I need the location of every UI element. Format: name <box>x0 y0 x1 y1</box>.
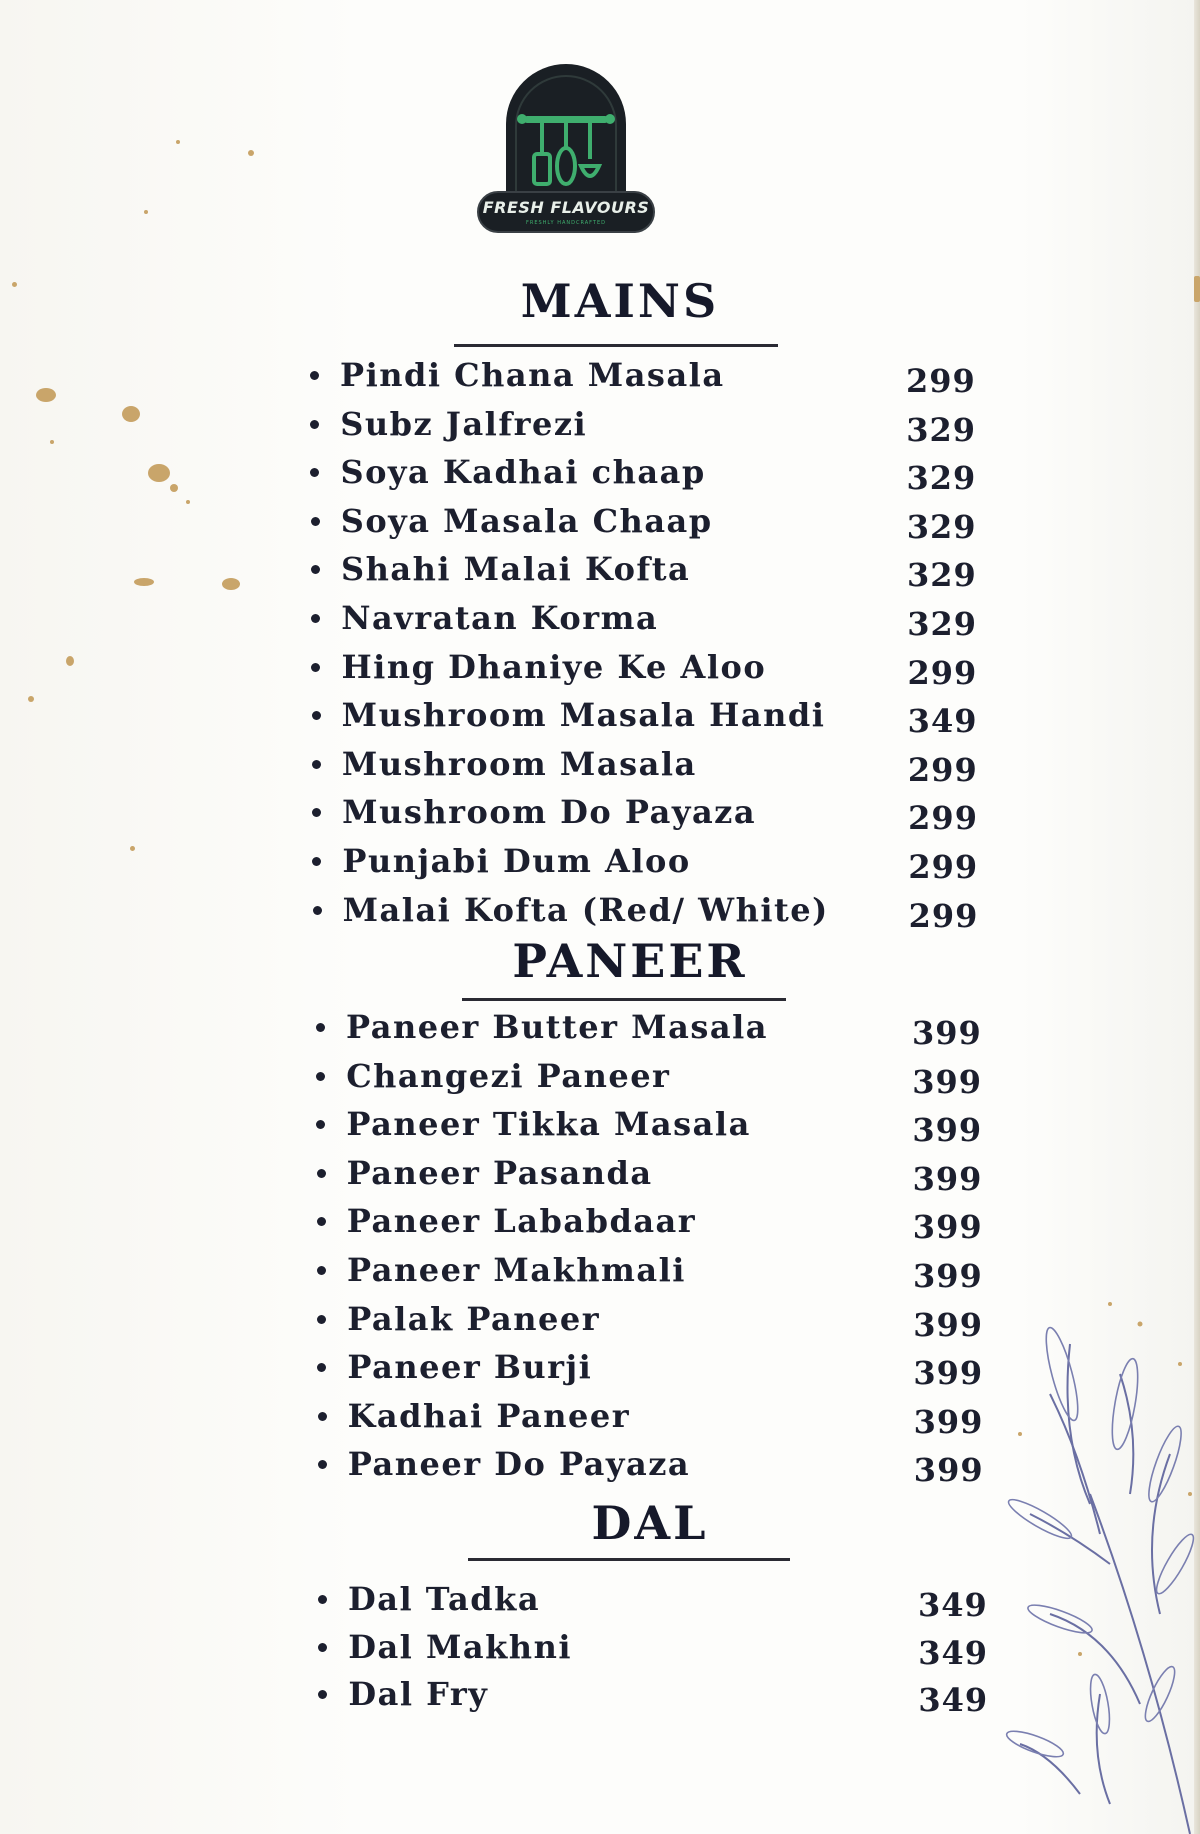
menu-item <box>0 644 1200 690</box>
bullet-icon <box>313 906 322 915</box>
menu-item-price: 349 <box>907 702 978 741</box>
bullet-icon <box>316 1072 325 1081</box>
bullet-icon <box>316 1120 325 1129</box>
bullet-icon <box>310 371 319 380</box>
menu-item-price: 349 <box>918 1681 989 1719</box>
logo-text: FRESH FLAVOURS <box>482 198 650 217</box>
menu-item-price: 399 <box>912 1208 983 1247</box>
section-title-mains: MAINS <box>520 274 720 328</box>
menu-item-price: 299 <box>906 362 976 400</box>
bullet-icon <box>318 1595 327 1604</box>
menu-item-name: Paneer Do Payaza <box>347 1445 691 1484</box>
menu-item-price: 349 <box>918 1633 988 1672</box>
bullet-icon <box>318 1460 327 1469</box>
menu-item <box>0 1004 1200 1050</box>
menu-item-name: Soya Masala Chaap <box>340 501 713 540</box>
bullet-icon <box>312 711 321 720</box>
menu-item-name: Mushroom Masala Handi <box>341 696 826 735</box>
menu-item-name: Palak Paneer <box>347 1299 601 1338</box>
bullet-icon <box>310 468 319 477</box>
menu-item <box>0 838 1200 884</box>
bullet-icon <box>312 760 321 769</box>
bullet-icon <box>318 1690 327 1699</box>
menu-item-name: Paneer Makhmali <box>347 1251 686 1289</box>
section-divider <box>468 1558 790 1561</box>
section-divider <box>454 344 778 347</box>
menu-item-price: 399 <box>912 1159 983 1198</box>
menu-item <box>0 595 1200 641</box>
bullet-icon <box>316 1023 325 1032</box>
menu-item <box>0 692 1200 741</box>
menu-item-price: 349 <box>918 1586 988 1624</box>
menu-item <box>0 498 1200 544</box>
menu-item <box>0 546 1200 595</box>
menu-item <box>0 789 1200 838</box>
menu-item-name: Mushroom Masala <box>341 744 697 783</box>
menu-item-price: 399 <box>913 1257 983 1295</box>
menu-item <box>0 401 1200 447</box>
menu-item-price: 299 <box>907 653 978 692</box>
menu-item-name: Subz Jalfrezi <box>340 404 588 443</box>
bullet-icon <box>318 1643 327 1652</box>
menu-item-price: 299 <box>908 799 978 838</box>
bullet-icon <box>311 663 320 672</box>
menu-item-name: Paneer Tikka Masala <box>346 1105 751 1144</box>
menu-item <box>0 352 1200 398</box>
menu-item-name: Dal Tadka <box>348 1580 541 1618</box>
menu-item-name: Navratan Korma <box>341 599 659 637</box>
menu-item-name: Pindi Chana Masala <box>340 356 725 394</box>
menu-item-price: 329 <box>906 459 977 498</box>
section-title-dal: DAL <box>591 1496 709 1550</box>
menu-item-price: 329 <box>906 507 977 546</box>
menu-item-price: 399 <box>913 1451 984 1490</box>
bullet-icon <box>317 1315 326 1324</box>
menu-item <box>0 449 1200 498</box>
menu-item-price: 399 <box>912 1111 983 1150</box>
bullet-icon <box>312 857 321 866</box>
menu-item-price: 399 <box>913 1354 984 1393</box>
menu-item-price: 299 <box>907 750 978 789</box>
menu-item-name: Paneer Lababdaar <box>346 1202 697 1241</box>
bullet-icon <box>317 1266 326 1275</box>
menu-item-name: Mushroom Do Payaza <box>342 793 757 832</box>
menu-item-price: 399 <box>912 1014 982 1052</box>
menu-item-name: Punjabi Dum Aloo <box>342 842 691 880</box>
menu-item <box>0 1101 1200 1150</box>
menu-item-price: 329 <box>907 605 977 643</box>
menu-item-price: 329 <box>906 410 977 449</box>
menu-item-name: Kadhai Paneer <box>347 1396 631 1435</box>
menu-item-name: Hing Dhaniye Ke Aloo <box>341 647 767 686</box>
bullet-icon <box>311 565 320 574</box>
menu-item-name: Malai Kofta (Red/ White) <box>342 890 829 929</box>
menu-item-name: Dal Makhni <box>348 1627 572 1666</box>
bullet-icon <box>317 1169 326 1178</box>
bullet-icon <box>311 517 320 526</box>
menu-item-name: Shahi Malai Kofta <box>340 550 691 589</box>
menu-item-price: 399 <box>913 1402 984 1441</box>
menu-item-name: Soya Kadhai chaap <box>340 453 706 492</box>
menu-item <box>0 741 1200 787</box>
bullet-icon <box>318 1412 327 1421</box>
menu-item-price: 399 <box>912 1062 982 1101</box>
menu-item <box>0 1053 1200 1099</box>
menu-item-price: 299 <box>908 896 979 935</box>
bullet-icon <box>317 1217 326 1226</box>
menu-item-name: Paneer Pasanda <box>346 1153 653 1192</box>
menu-item <box>0 1150 1200 1196</box>
bullet-icon <box>317 1363 326 1372</box>
menu-item <box>0 887 1200 933</box>
menu-item-price: 329 <box>906 556 977 595</box>
bullet-icon <box>312 808 321 817</box>
menu-item-price: 299 <box>908 848 979 886</box>
bullet-icon <box>311 614 320 623</box>
menu-item-name: Dal Fry <box>348 1675 489 1713</box>
menu-item-name: Paneer Butter Masala <box>346 1008 768 1046</box>
menu-item-price: 399 <box>913 1305 983 1344</box>
menu-item-name: Changezi Paneer <box>346 1056 671 1095</box>
section-divider <box>462 998 786 1001</box>
section-title-paneer: PANEER <box>512 934 748 988</box>
menu-item-name: Paneer Burji <box>347 1348 593 1387</box>
bullet-icon <box>310 420 319 429</box>
leaf-decoration-icon <box>990 1234 1200 1834</box>
restaurant-logo <box>476 54 656 240</box>
logo-tagline: FRESHLY HANDCRAFTED <box>525 220 606 226</box>
